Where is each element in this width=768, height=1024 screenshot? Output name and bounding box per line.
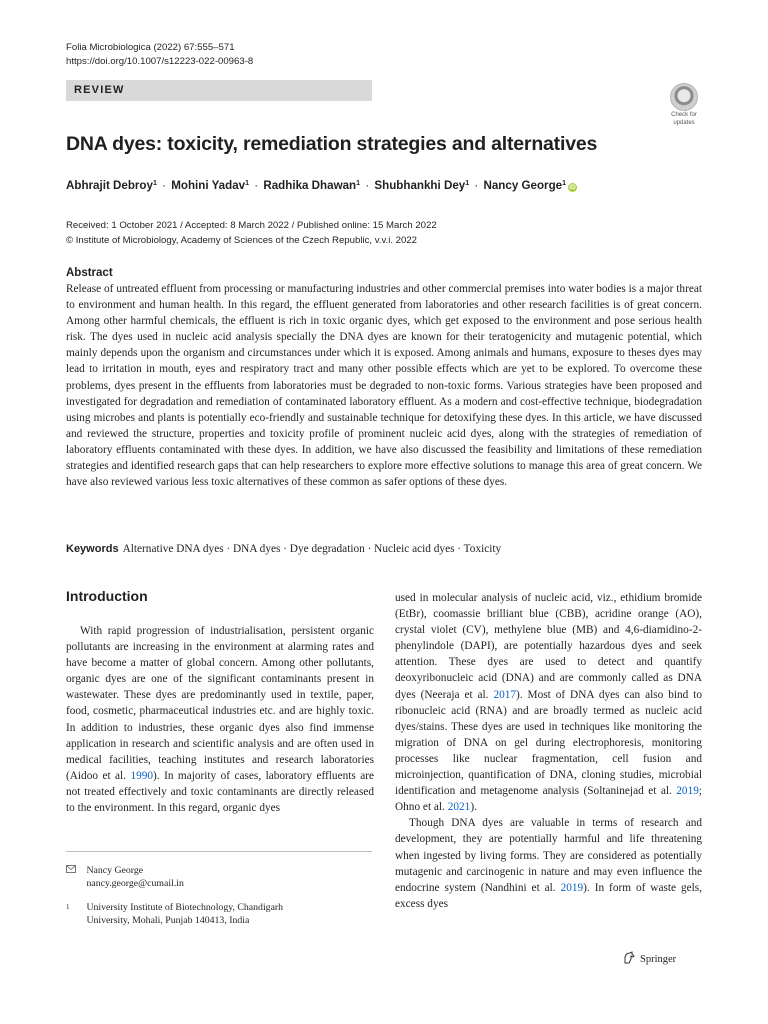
springer-horse-icon <box>622 951 636 965</box>
citation-link[interactable]: 2019 <box>560 881 584 894</box>
affiliation-mark: 1 <box>66 903 70 911</box>
badge-line1: Check for <box>671 112 697 118</box>
author-name: Abhrajit Debroy <box>66 179 153 192</box>
journal-citation-block <box>66 41 253 69</box>
check-for-updates-icon <box>670 83 698 111</box>
section-label: REVIEW <box>66 80 372 101</box>
copyright-line: © Institute of Microbiology, Academy of Sciences of the Czech Republic, v.v.i. 2022 <box>66 234 418 246</box>
author-separator: · <box>254 179 259 192</box>
paragraph-text: used in molecular analysis of nucleic acid, viz., ethidium bromide (EtBr), coomassie brilliant blue (CBB), acridine orange (AO), crystal violet (CV), methylene blue (MB) and 4,6-diamidino-2-phenylindole (DAPI), are potentially hazardous dyes and seek attention. These dyes are used to detect and quantify deoxyribonucleic acid (DNA) and are commonly called as DNA dyes (Neeraja et al. <box>395 592 702 701</box>
body-column-left <box>66 623 374 816</box>
check-for-updates-badge[interactable] <box>664 83 704 125</box>
paragraph-text: With rapid progression of industrialisation, persistent organic pollutants are increasing in the environment at alarming rates and have become a matter of global concern. Among other pollutants, organic dyes are one of the significant contaminants present in wastewater. These dyes are predominantly used in textile, paper, food, cosmetic, pharmaceutical industries etc. and are highly toxic. In addition to industries, these organic dyes also find immense application in research and scientific analysis and are often used in medical facilities, teaching institutes and research laboratories (Aidoo et al. <box>66 625 374 782</box>
paragraph-text: Though DNA dyes are valuable in terms of research and development, they are potentially harmful and life threatening when ingested by living forms. They are considered as potentially mutagenic and carcinogenic in nature and may even influence the endocrine system (Nandhini et al. <box>395 817 702 894</box>
author-separator: · <box>162 179 166 192</box>
abstract-text: Release of untreated effluent from processing or manufacturing industries and other commercial premises into water bodies is a major threat to environment and human health. In this regard, the effluent generated from laboratories and other research facilities is of great concern. Among other harmful chemicals, the effluent is rich in toxic organic dyes, which get exposed to the environment and pose serious health risk. The dyes used in nucleic acid analysis specially the DNA dyes are known for their teratogenicity and mutagenic potential, which mainly depends upon the organism and circumstances under which it is exposed. Among animals and humans, exposure to theses dyes may lead to irritation in mouth, eyes and respiratory tract and many other possible effects which are yet to be explored. To overcome these problems, dyes present in the effluents from laboratories must be degraded to non-toxic forms. Various strategies have been proposed and investigated for degradation and remediation of contaminated laboratory effluent. As a modern and cost-effective technique, biodegradation using microbes and plants is potentially eco-friendly and sustainable technique for detoxifying these dyes. In this article, we have discussed and reviewed the structure, properties and toxicity profile of prominent nucleic acid dyes, along with the strategies of remediation of laboratory effluents contaminated with these dyes. In addition, we have also discussed the feasibility and limitations of these remediation strategies and identified research gaps that can help researchers to explore more effective solutions to manage this area of great concern. We have also reviewed various less toxic alternatives of these common as safer options of these dyes. <box>66 283 702 489</box>
author-affiliation-mark: 1 <box>356 180 361 187</box>
author-affiliation-mark: 1 <box>465 180 470 187</box>
keywords-line <box>66 543 501 555</box>
author-affiliation-mark: 1 <box>245 180 250 187</box>
citation-link[interactable]: 1990 <box>130 769 154 782</box>
author-name: Radhika Dhawan <box>263 179 357 192</box>
citation-link[interactable]: 2021 <box>447 801 471 814</box>
body-paragraph <box>395 590 702 815</box>
affiliation-footnote <box>66 901 283 927</box>
author-name: Mohini Yadav <box>171 179 246 192</box>
author-separator: · <box>365 179 370 192</box>
footnote-divider <box>66 851 372 852</box>
affiliation-line: University, Mohali, Punjab 140413, India <box>86 915 250 926</box>
corresponding-author-footnote <box>66 864 184 890</box>
paragraph-text: ; Ohno et al. <box>395 785 702 814</box>
paragraph-text: ). <box>470 801 477 814</box>
orcid-icon[interactable]: iD <box>569 184 576 191</box>
abstract-heading: Abstract <box>66 267 113 279</box>
paragraph-text: ). Most of DNA dyes can also bind to ribonucleic acid (RNA) and are broadly termed as nucleic acid dyes/stains. These dyes are used in techniques like monitoring the migration of DNA on gel during electrophoresis, monitoring processes like nuclear fragmentation, cell fusion and microinjection, quantification of DNA, cloning studies, microbial identification and metagenome analysis (Soltaninejad et al. <box>395 688 702 798</box>
doi-link[interactable]: https://doi.org/10.1007/s12223-022-00963-8 <box>66 56 254 67</box>
body-paragraph <box>395 815 702 912</box>
corresponding-author-name: Nancy George <box>86 865 144 876</box>
envelope-icon <box>66 864 76 877</box>
paragraph-text: ). In majority of cases, laboratory effluents are not treated effectively and toxic contaminants are directly released to the environment. In this regard, organic dyes <box>66 769 374 815</box>
badge-line2: updates <box>673 119 695 126</box>
keywords-text: Alternative DNA dyes · DNA dyes · Dye degradation · Nucleic acid dyes · Toxicity <box>122 543 502 555</box>
author-name: Shubhankhi Dey <box>374 179 466 192</box>
publisher-logo <box>622 951 676 965</box>
article-history <box>66 219 437 248</box>
paragraph-text: ). In form of waste gels, excess dyes <box>395 881 702 910</box>
journal-citation: Folia Microbiologica (2022) 67:555–571 <box>66 42 235 53</box>
author-separator: · <box>474 179 479 192</box>
body-paragraph <box>66 623 374 816</box>
received-accepted-dates: Received: 1 October 2021 / Accepted: 8 March 2022 <box>66 220 289 231</box>
keywords-label: Keywords <box>66 543 119 555</box>
author-affiliation-mark: 1 <box>152 180 157 187</box>
article-title: DNA dyes: toxicity, remediation strategies and alternatives <box>66 133 598 155</box>
introduction-heading: Introduction <box>66 588 148 604</box>
author-name: Nancy George <box>483 179 563 192</box>
publisher-name: Springer <box>640 954 677 965</box>
author-affiliation-mark: 1 <box>562 180 566 187</box>
citation-link[interactable]: 2019 <box>676 785 699 798</box>
published-date: / Published online: 15 March 2022 <box>288 220 437 231</box>
affiliation-line: University Institute of Biotechnology, Chandigarh <box>86 902 284 913</box>
corresponding-author-email[interactable]: nancy.george@cumail.in <box>86 878 184 889</box>
body-column-right <box>395 590 702 912</box>
citation-link[interactable]: 2017 <box>493 688 517 701</box>
author-list <box>66 179 577 192</box>
